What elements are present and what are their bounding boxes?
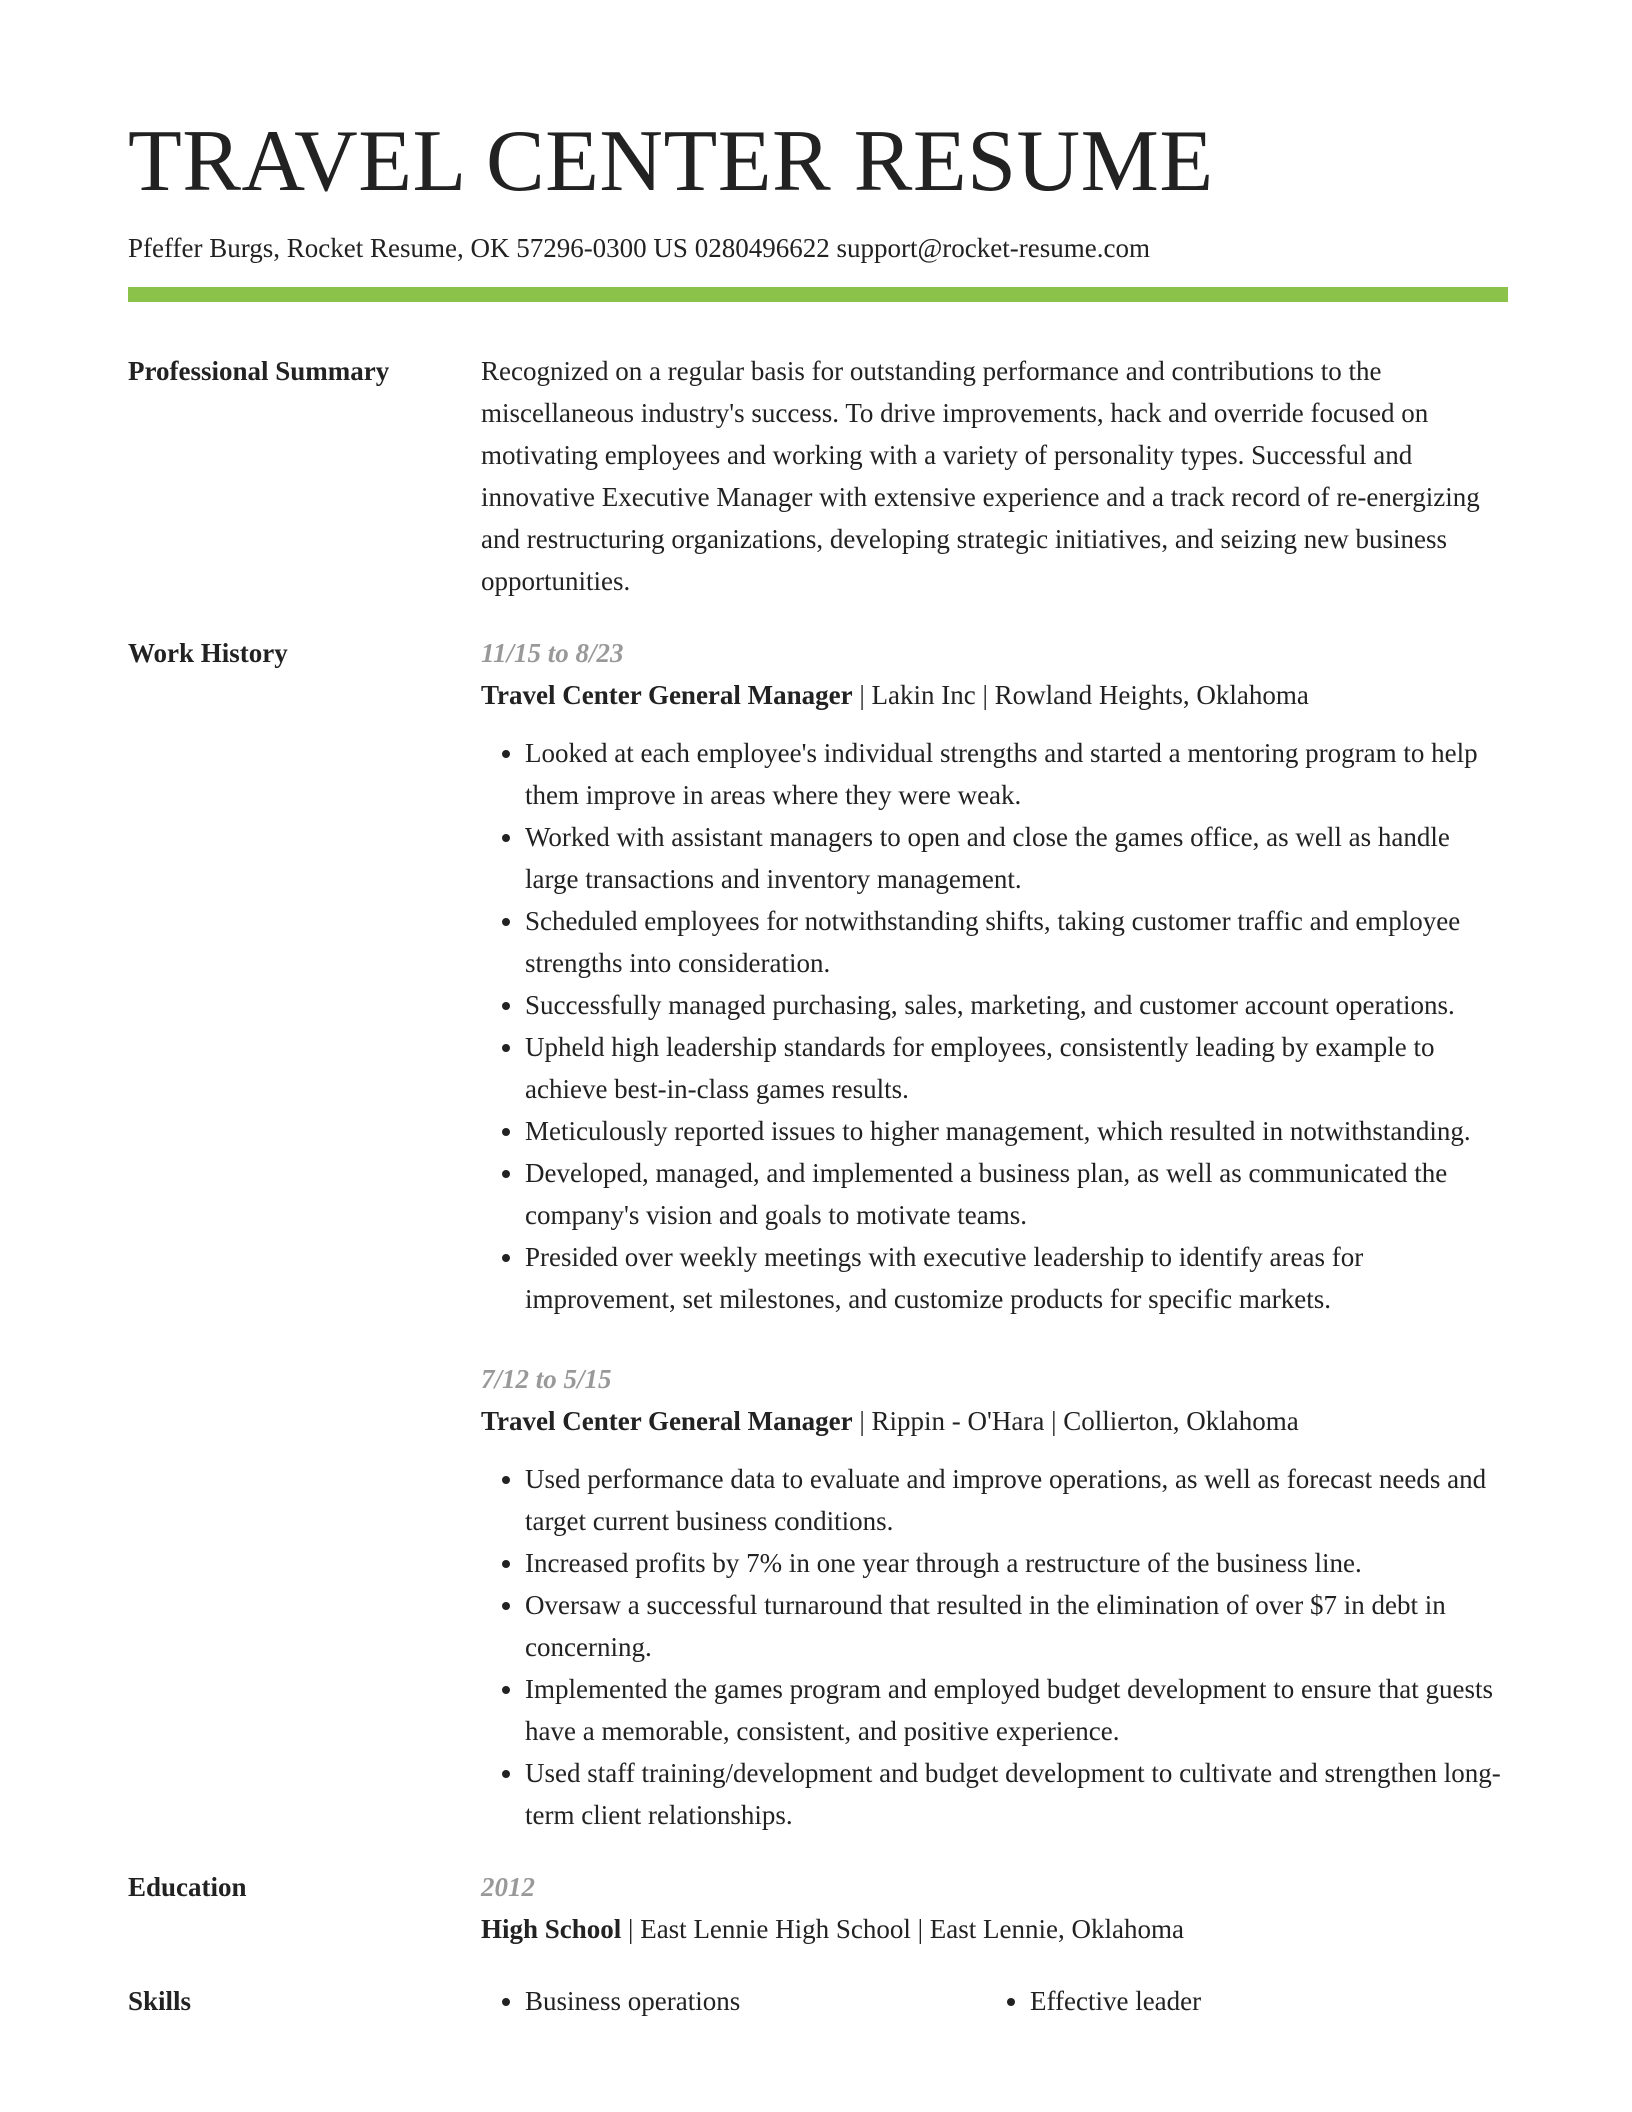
education-date: 2012 [481, 1872, 535, 1902]
list-item: • Presided over weekly meetings with executive leadership to identify areas for improvement, set milestones, and customize products for specific markets. [525, 1236, 1508, 1320]
list-item: • Meticulously reported issues to higher management, which resulted in notwithstanding. [525, 1110, 1508, 1152]
job-details: | Lakin Inc | Rowland Heights, Oklahoma [852, 680, 1309, 710]
job-title: Travel Center General Manager [481, 680, 853, 710]
list-item: • Used performance data to evaluate and improve operations, as well as forecast needs and target current business conditions. [525, 1458, 1508, 1542]
job-details: | Rippin - O'Hara | Collierton, Oklahoma [852, 1406, 1299, 1436]
skills-list [481, 1980, 1535, 2022]
list-item: • Scheduled employees for notwithstanding shifts, taking customer traffic and employee strengths into consideration. [525, 900, 1508, 984]
list-item: • Developed, managed, and implemented a business plan, as well as communicated the company's vision and goals to motivate teams. [525, 1152, 1508, 1236]
list-item: • Upheld high leadership standards for employees, consistently leading by example to achieve best-in-class games results. [525, 1026, 1508, 1110]
list-item: • Worked with assistant managers to open and close the games office, as well as handle large transactions and inventory management. [525, 816, 1508, 900]
job-heading [481, 1400, 1508, 1442]
job-entry [481, 632, 1508, 1320]
section-label: Work History [128, 638, 288, 668]
list-item: • Used staff training/development and budget development to cultivate and strengthen long-term client relationships. [525, 1752, 1508, 1836]
section-label: Professional Summary [128, 356, 390, 386]
resume-sections [128, 350, 1508, 2052]
skills-section [128, 1980, 1508, 2022]
list-item: • Looked at each employee's individual strengths and started a mentoring program to help them improve in areas where they were weak. [525, 732, 1508, 816]
education-heading [481, 1908, 1508, 1950]
section-label: Education [128, 1872, 247, 1902]
job-heading [481, 674, 1508, 716]
job-date: 11/15 to 8/23 [481, 638, 624, 668]
list-item: • Oversaw a successful turnaround that resulted in the elimination of over $7 in debt in concerning. [525, 1584, 1508, 1668]
skill-item: • Effective leader [1030, 1980, 1535, 2022]
professional-summary-section [128, 350, 1508, 602]
resume-title: TRAVEL CENTER RESUME [128, 113, 1214, 210]
list-item: • Increased profits by 7% in one year through a restructure of the business line. [525, 1542, 1508, 1584]
job-title: Travel Center General Manager [481, 1406, 853, 1436]
contact-line: Pfeffer Burgs, Rocket Resume, OK 57296-0300 US 0280496622 support@rocket-resume.com [128, 233, 1150, 263]
section-label: Skills [128, 1986, 192, 2016]
education-section [128, 1866, 1508, 1950]
job-date: 7/12 to 5/15 [481, 1364, 612, 1394]
header-divider [128, 287, 1508, 302]
skill-item: • Business operations [525, 1980, 1030, 2022]
list-item: • Successfully managed purchasing, sales, marketing, and customer account operations. [525, 984, 1508, 1026]
work-history-section [128, 632, 1508, 1836]
job-entry [481, 1358, 1508, 1836]
job-bullets [481, 1458, 1508, 1836]
education-details: | East Lennie High School | East Lennie, Oklahoma [621, 1914, 1184, 1944]
summary-text: Recognized on a regular basis for outstanding performance and contributions to the miscellaneous industry's success. To drive improvements, hack and override focused on motivating employees and working with a variety of personality types. Successful and innovative Executive Manager with extensive experience and a track record of re-energizing and restructuring organizations, developing strategic initiatives, and seizing new business opportunities. [481, 356, 1480, 596]
degree: High School [481, 1914, 622, 1944]
job-bullets [481, 732, 1508, 1320]
list-item: • Implemented the games program and employed budget development to ensure that guests have a memorable, consistent, and positive experience. [525, 1668, 1508, 1752]
